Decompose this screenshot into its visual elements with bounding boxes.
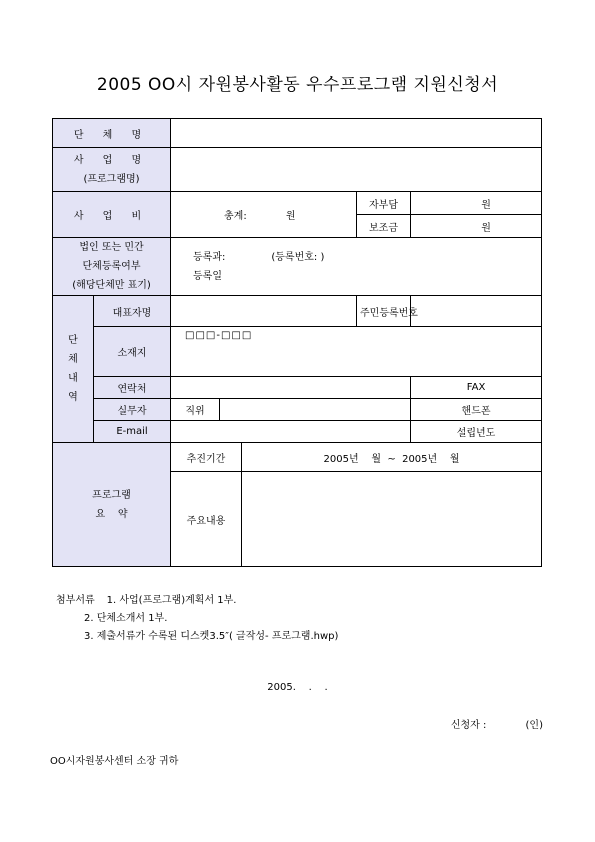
period-field[interactable]: 2005년 월 ~ 2005년 월 <box>242 443 542 472</box>
summary-label <box>53 443 171 567</box>
rep-name-label: 대표자명 <box>94 296 171 327</box>
page-title: 2005 OO시 자원봉사활동 우수프로그램 지원신청서 <box>96 75 499 95</box>
registration-dept: 등록과: <box>193 251 226 263</box>
seal-mark: (인) <box>525 720 543 731</box>
application-date: 2005. . . <box>267 682 328 693</box>
email-field[interactable] <box>171 421 411 443</box>
attachment-item-3: 3. 제출서류가 수록된 디스켓3.5″( 글작성- 프로그램.hwp) <box>84 631 339 642</box>
content-label: 주요내용 <box>171 472 242 567</box>
project-name-field[interactable] <box>171 148 542 192</box>
cost-label: 사 업 비 <box>53 192 171 238</box>
registration-label-line2: 단체등록여부 <box>82 261 141 272</box>
org-details-label: 단 체 내 역 <box>53 296 94 443</box>
org-name-field[interactable] <box>171 119 542 148</box>
registration-label-line1: 법인 또는 민간 <box>79 242 144 253</box>
address-label: 소재지 <box>94 327 171 377</box>
application-form-table <box>52 118 542 567</box>
phone-field[interactable] <box>171 377 411 399</box>
total-label: 총계: <box>224 211 247 222</box>
attachment-item-2: 2. 단체소개서 1부. <box>84 613 168 624</box>
founded-label: 설립년도 <box>411 421 542 443</box>
email-label: E-mail <box>94 421 171 443</box>
attachment-item-1: 1. 사업(프로그램)계획서 1부. <box>106 595 237 606</box>
rep-name-field[interactable] <box>171 296 357 327</box>
registration-label-line3: (해당단체만 표기) <box>72 280 151 291</box>
postal-code-boxes: □□□-□□□ <box>185 330 253 341</box>
registration-date: 등록일 <box>193 270 222 282</box>
resident-no-label: 주민등록번호 <box>357 296 411 327</box>
fax-label: FAX <box>411 377 542 399</box>
self-pay-field[interactable]: 원 <box>411 192 542 215</box>
summary-label-line1: 프로그램 <box>92 489 131 501</box>
total-cost-field[interactable] <box>171 192 357 238</box>
applicant-line <box>451 716 543 731</box>
applicant-label: 신청자 : <box>450 720 487 731</box>
project-name-label-sub: (프로그램명) <box>83 173 140 185</box>
position-label: 직위 <box>171 399 220 421</box>
recipient: OO시자원봉사센터 소장 귀하 <box>50 756 179 767</box>
self-pay-label: 자부담 <box>357 192 411 215</box>
phone-label: 연락처 <box>94 377 171 399</box>
staff-field[interactable] <box>220 399 411 421</box>
registration-number: (등록번호: ) <box>271 251 325 263</box>
attachments-heading: 첨부서류 <box>56 595 95 606</box>
resident-no-field[interactable] <box>411 296 542 327</box>
registration-field[interactable] <box>171 238 542 296</box>
project-name-label-main: 사 업 명 <box>73 154 150 166</box>
summary-label-line2: 요 약 <box>95 508 128 520</box>
content-field[interactable] <box>242 472 542 567</box>
subsidy-field[interactable]: 원 <box>411 215 542 238</box>
address-field[interactable] <box>171 327 542 377</box>
attachments-section <box>56 592 338 646</box>
staff-label: 실무자 <box>94 399 171 421</box>
subsidy-label: 보조금 <box>357 215 411 238</box>
registration-label <box>53 238 171 296</box>
period-label: 추진기간 <box>171 443 242 472</box>
project-name-label <box>53 148 171 192</box>
mobile-label: 핸드폰 <box>411 399 542 421</box>
org-name-label: 단 체 명 <box>53 119 171 148</box>
total-unit: 원 <box>285 211 296 222</box>
